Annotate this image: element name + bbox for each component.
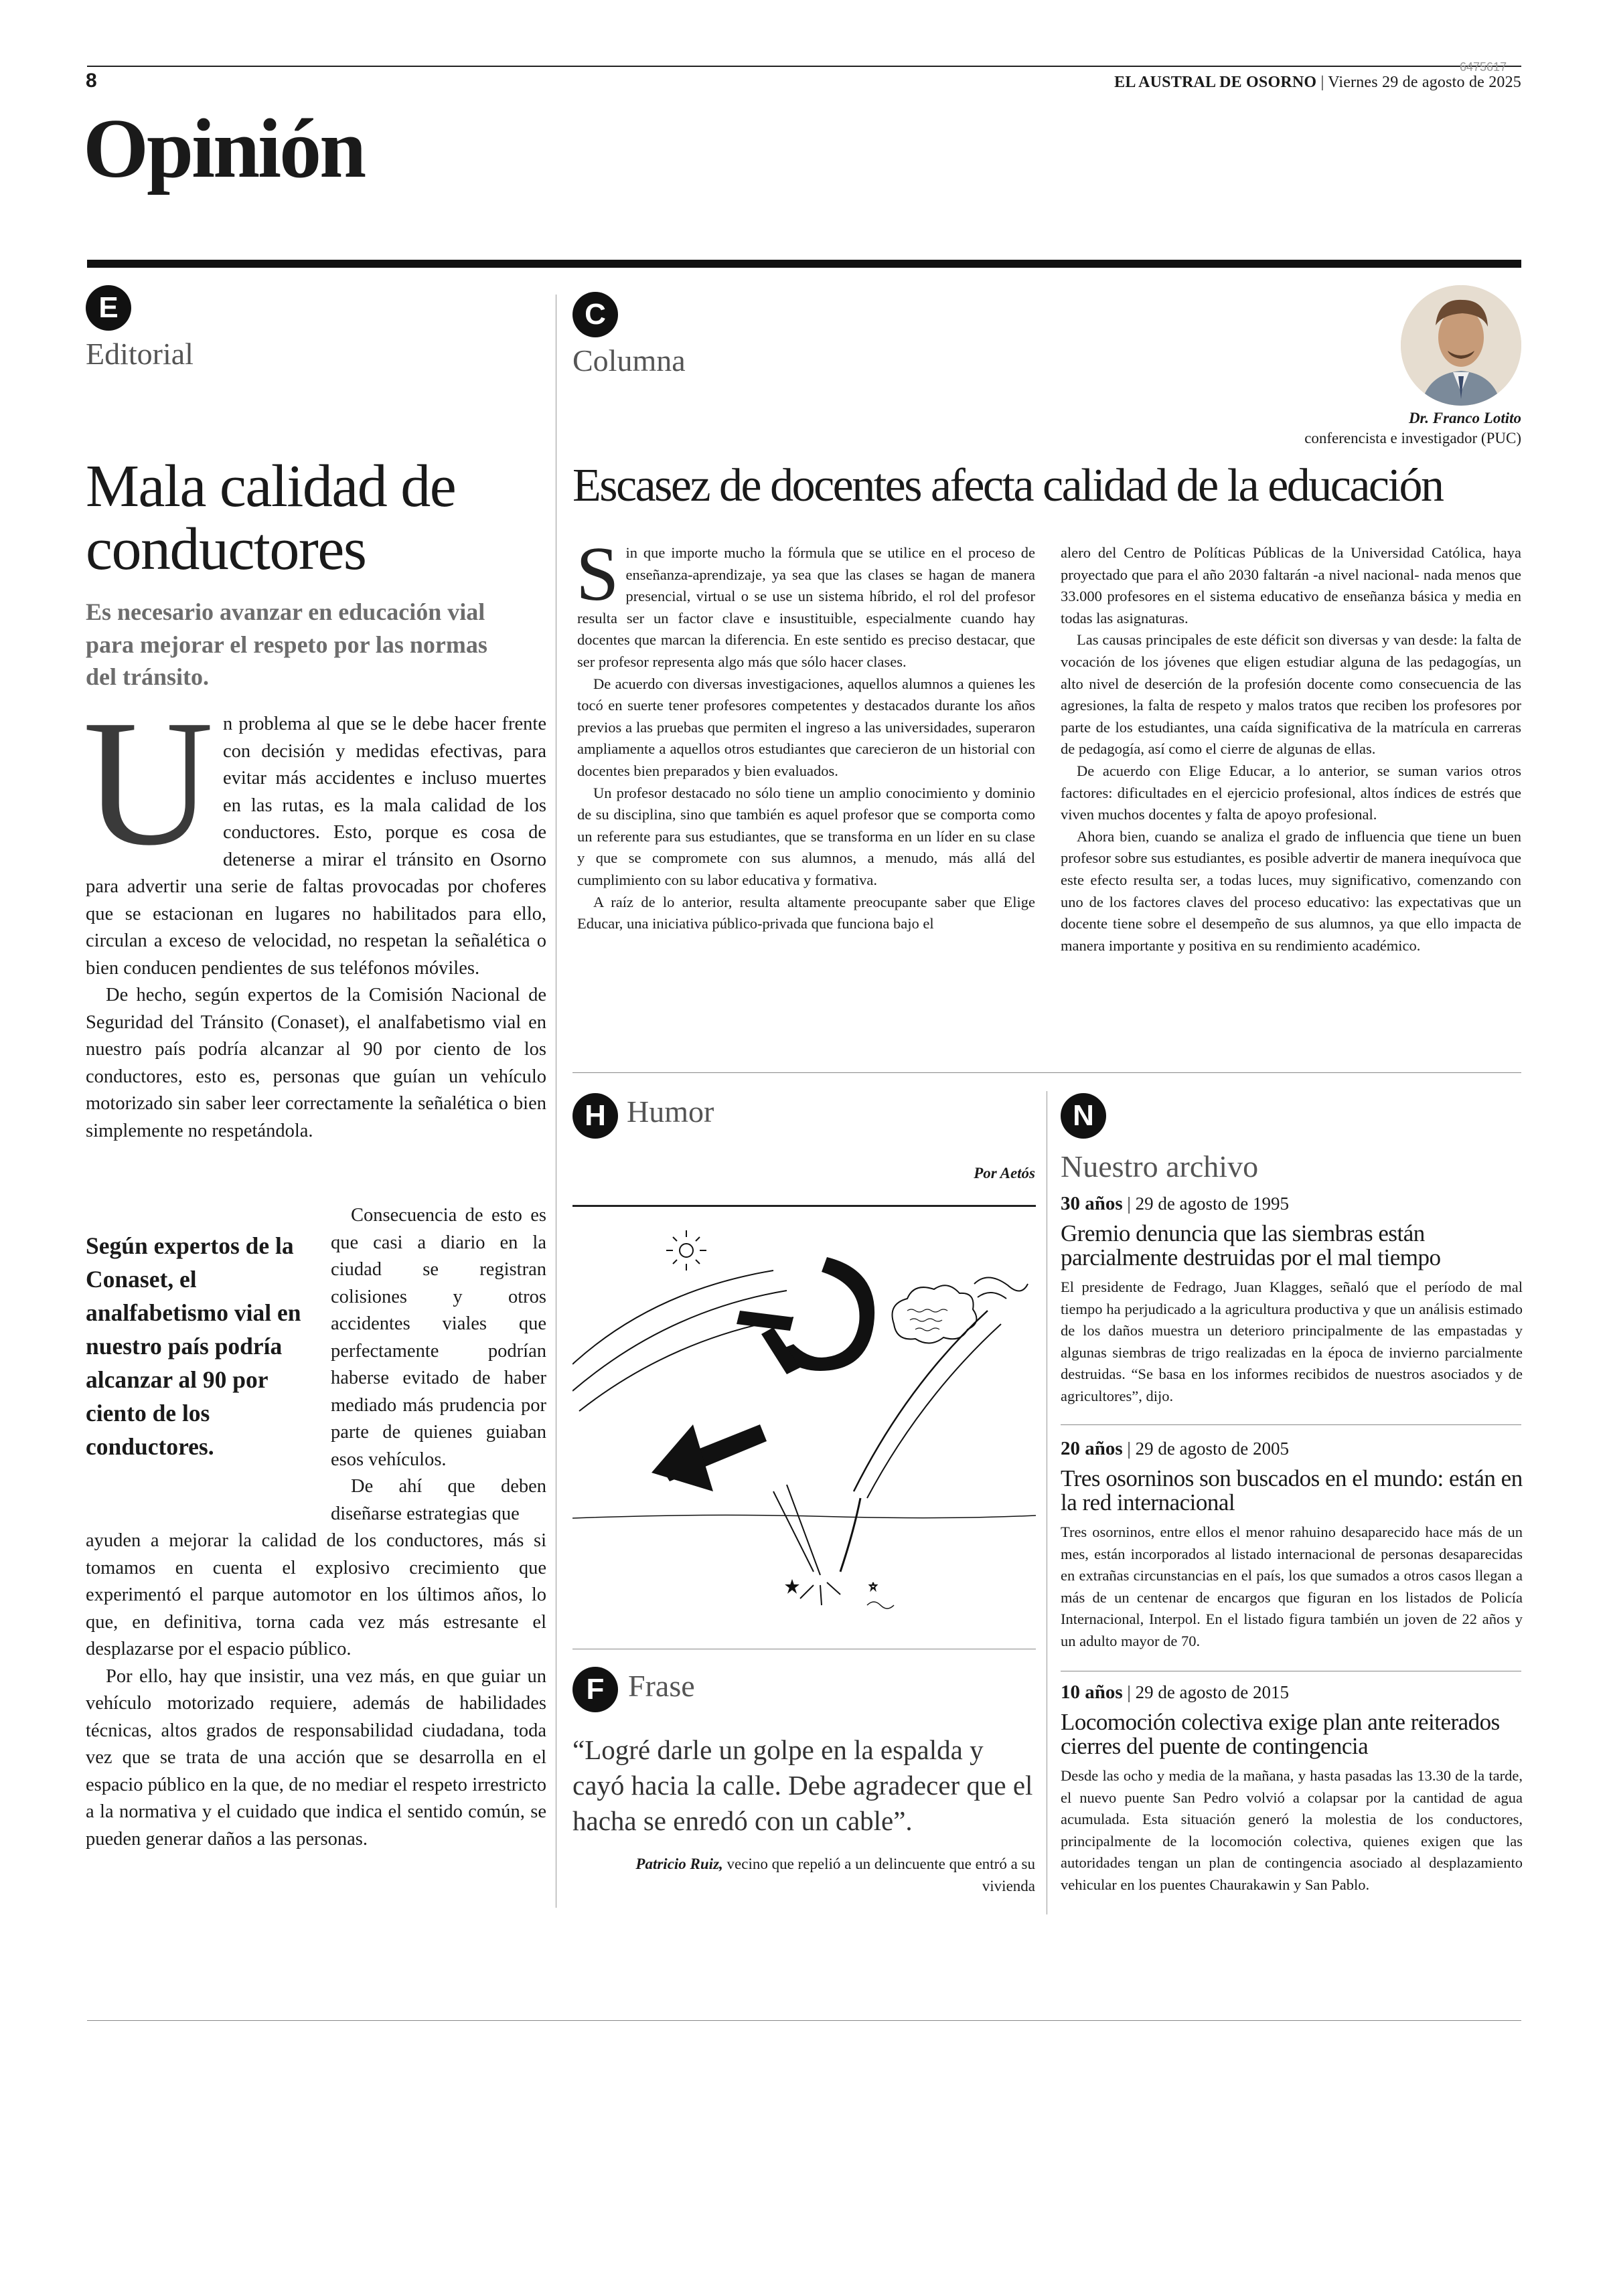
humor-cartoon <box>572 1210 1036 1639</box>
frase-attribution-text: vecino que repelió a un delincuente que entró a su vivienda <box>726 1856 1035 1894</box>
archive-item-2-body: Tres osorninos, entre ellos el menor rahuino desaparecido hace más de un mes, están incorporados al listado internacional de personas desaparecidas en extrañas circunstancias en el país, los que sumados a otros casos llegan a más de un centenar de encargos que figuran en los listados de Policía Internacional, Interpol. En el listado figura también un joven de 22 años y un adulto mayor de 70. <box>1061 1524 1523 1649</box>
author-photo <box>1401 285 1521 406</box>
editorial-paragraph-1: n problema al que se le debe hacer frente con decisión y medidas efectivas, para evitar más accidentes e incluso muertes en las rutas, es la mala calidad de los conductores. Esto, porque es cosa de detenerse a mirar el tránsito en Osorno para advertir una serie de faltas provocadas por choferes que se estacionan en lugares no habilitados para ello, circulan a exceso de velocidad, no respetan la señalética o bien conducen pendientes de sus teléfonos móviles. <box>86 714 546 979</box>
frase-badge: F <box>572 1667 618 1712</box>
humor-top-rule <box>572 1205 1036 1207</box>
page-number: 8 <box>86 70 97 92</box>
archive-item-2 <box>1061 1438 1523 1653</box>
archive-label: Nuestro archivo <box>1061 1149 1259 1183</box>
author-portrait-icon <box>1401 285 1521 406</box>
editorial-body-narrow <box>331 1202 546 1528</box>
editorial-paragraph-5: Por ello, hay que insistir, una vez más, en que guiar un vehículo motorizado requiere, además de habilidades técnicas, altos grados de responsabilidad ciudadana, toda vez que se trata de una acción que se desarrolla en el espacio público en la que, de no mediar el respeto irrestricto a la normativa y el cuidado que indica el sentido común, se pueden generar daños a las personas. <box>86 1665 546 1850</box>
humor-badge: H <box>572 1093 618 1139</box>
editorial-body-bottom <box>86 1528 546 1853</box>
frase-attribution <box>629 1853 1035 1897</box>
editorial-dek: Es necesario avanzar en educación vial para mejorar el respeto por las normas del tránsito. <box>86 598 487 691</box>
author-role: conferencista e investigador (PUC) <box>1304 430 1521 446</box>
masthead <box>1114 74 1521 92</box>
column-col1-paragraph-4: A raíz de lo anterior, resulta altamente preocupante saber que Elige Educar, una iniciativa público-privada que funciona bajo el <box>577 893 1035 932</box>
column-label: Columna <box>572 343 686 378</box>
humor-label: Humor <box>627 1094 714 1129</box>
cartoon-drawing <box>572 1210 1036 1639</box>
archive-item-3 <box>1061 1682 1523 1896</box>
frase-label: Frase <box>628 1669 695 1703</box>
archive-item-1-body: El presidente de Fedrago, Juan Klagges, señaló que el período de mal tiempo ha perjudicado a la agricultura productiva y que un análisis estimado de los daños muestra un deterioro principalmente de las empastadas y algunas siembras de trigo realizadas en la época de invierno parcialmente destruidas. “Se basa en los informes recibidos de nuestros asociados y de agricultores”, dijo. <box>1061 1279 1523 1404</box>
editorial-headline: Mala calidad de conductores <box>86 453 456 582</box>
column-col1-paragraph-2: De acuerdo con diversas investigaciones, aquellos alumnos a quienes les tocó en suerte tener profesores competentes y destacados durante los años previos a las pruebas que permiten el ingreso a las universidades, superaron ampliamente a aquellos otros estudiantes que carecieron de un historial con docentes bien preparados y bien evaluados. <box>577 675 1035 779</box>
section-title: Opinión <box>83 102 365 195</box>
archive-item-3-headline: Locomoción colectiva exige plan ante reiterados cierres del puente de contingencia <box>1061 1709 1500 1759</box>
humor-byline: Por Aetós <box>974 1165 1035 1181</box>
frase-quote: “Logré darle un golpe en la espalda y cayó hacia la calle. Debe agradecer que el hacha se enredó con un cable”. <box>572 1734 1033 1836</box>
publication-name: EL AUSTRAL DE OSORNO <box>1114 74 1317 91</box>
editorial-pullquote: Según expertos de la Conaset, el analfabetismo vial en nuestro país podría alcanzar al 90 por ciento de los conductores. <box>86 1232 301 1460</box>
archive-badge: N <box>1061 1093 1106 1139</box>
section-thick-rule <box>87 260 1521 268</box>
column-col2-paragraph-1: alero del Centro de Políticas Públicas de la Universidad Católica, haya proyectado que para el año 2030 faltarán -a nivel nacional- nada menos que 33.000 profesores en el sistema educativo de enseñanza básica y media en todas las asignaturas. <box>1061 544 1521 627</box>
column-col2-paragraph-3: De acuerdo con Elige Educar, a lo anterior, se suman varios otros factores: dificultades en el ejercicio profesional, altos índices de estrés que viven muchos docentes y falta de apoyo profesional. <box>1061 762 1521 823</box>
archive-item-2-date: 29 de agosto de 2005 <box>1135 1439 1290 1459</box>
archive-item-2-headline: Tres osorninos son buscados en el mundo: están en la red internacional <box>1061 1465 1523 1515</box>
archive-item-3-body: Desde las ocho y media de la mañana, y hasta pasadas las 13.30 de la tarde, el nuevo puente San Pedro volvió a colapsar por la cantidad de agua acumulada. Esta situación generó la molestia de los conductores, principalmente de la locomoción colectiva, quienes exigen que las autoridades tengan un plan de contingencia asociado al desplazamiento vehicular en los puentes Chaurakawin y San Pablo. <box>1061 1767 1523 1893</box>
editorial-dropcap: U <box>83 683 214 883</box>
page-bottom-rule <box>87 2020 1521 2021</box>
archive-item-1-headline: Gremio denuncia que las siembras están parcialmente destruidas por el mal tiempo <box>1061 1220 1441 1270</box>
archive-item-2-meta: 20 años | 29 de agosto de 2005 <box>1061 1438 1290 1459</box>
top-rule <box>87 66 1521 67</box>
column-col2-paragraph-4: Ahora bien, cuando se analiza el grado de influencia que tiene un buen profesor sobre sus estudiantes, es posible advertir de manera inequívoca que este efecto resulta ser, a todas luces, muy significativo, comenzando con uno de los factores claves del proceso educativo: las expectativas que un docente tiene sobre el desempeño de sus alumnos, ya que ello impacta de manera importante y positiva en su rendimiento académico. <box>1061 827 1521 954</box>
editorial-body-top <box>83 683 546 1145</box>
archive-divider-1 <box>1061 1424 1521 1425</box>
masthead-separator: | <box>1320 74 1328 91</box>
archive-item-2-years: 20 años <box>1061 1438 1123 1459</box>
editorial-paragraph-2: De hecho, según expertos de la Comisión Nacional de Seguridad del Tránsito (Conaset), el analfabetismo vial en nuestro país podría alcanzar al 90 por ciento de los conductores, esto es, personas que guían un vehículo motorizado sin saber leer correctamente la señalética o bien simplemente no respetándola. <box>86 985 546 1141</box>
column-headline: Escasez de docentes afecta calidad de la educación <box>572 460 1443 511</box>
column-col1-paragraph-3: Un profesor destacado no sólo tiene un amplio conocimiento y dominio de su disciplina, sino que también es aquel profesor que se comporta como un referente para sus estudiantes, que se transforma en un líder en su clase y que se compromete con sus alumnos, a menudo, más allá del cumplimiento con su labor educativa y formativa. <box>577 784 1035 888</box>
archive-item-3-years: 10 años <box>1061 1682 1123 1703</box>
editorial-label: Editorial <box>86 337 194 371</box>
archive-item-1 <box>1061 1193 1523 1408</box>
column-badge: C <box>572 292 618 337</box>
issue-date: Viernes 29 de agosto de 2025 <box>1328 74 1521 91</box>
frase-attribution-name: Patricio Ruiz, <box>635 1856 723 1872</box>
editorial-badge: E <box>86 285 131 331</box>
archive-item-1-meta: 30 años | 29 de agosto de 1995 <box>1061 1193 1290 1214</box>
column-text-col-1 <box>576 531 1035 935</box>
archive-item-3-date: 29 de agosto de 2015 <box>1135 1682 1290 1702</box>
column-text-col-2 <box>1061 542 1521 957</box>
editorial-paragraph-4b: ayuden a mejorar la calidad de los conductores, más si tomamos en cuenta el explosivo crecimiento que experimentó el parque automotor en los últimos años, lo que, en definitiva, torna cada vez más estresante el desplazarse por el espacio público. <box>86 1530 546 1659</box>
editorial-paragraph-4a: De ahí que deben diseñarse estrategias que <box>331 1476 546 1524</box>
column-dropcap: S <box>576 531 619 617</box>
column-col1-paragraph-1: in que importe mucho la fórmula que se utilice en el proceso de enseñanza-aprendizaje, ya sea que las clases se hagan de manera presencial, virtual o se use un sistema híbrido, el rol del profesor resulta ser un factor clave e insustituible, especialmente cuando hay docentes que marcan la diferencia. En este sentido es preciso destacar, que ser profesor representa algo más que sólo hacer clases. <box>577 544 1035 670</box>
archive-item-3-meta: 10 años | 29 de agosto de 2015 <box>1061 1682 1290 1703</box>
column-col2-paragraph-2: Las causas principales de este déficit son diversas y van desde: la falta de vocación de los jóvenes que eligen estudiar alguna de las pedagogías, un alto nivel de deserción de la profesión docente como consecuencia de las agresiones, la falta de respeto y malos tratos que reciben los profesores por parte de los estudiantes, una caída significativa de la matrícula en carreras de pedagogía, así como el cierre de algunas de ellas. <box>1061 631 1521 758</box>
author-name: Dr. Franco Lotito <box>1408 410 1521 426</box>
column-bottom-rule <box>572 1072 1521 1073</box>
editorial-paragraph-3: Consecuencia de esto es que casi a diario en la ciudad se registran colisiones y otros accidentes viales que perfectamente podrían haberse evitado de haber mediado más prudencia por parte de quienes guiaban esos vehículos. <box>331 1205 546 1470</box>
archive-item-1-date: 29 de agosto de 1995 <box>1135 1194 1290 1214</box>
archive-item-1-years: 30 años <box>1061 1193 1123 1214</box>
page-code: 6475617 <box>1460 60 1507 74</box>
